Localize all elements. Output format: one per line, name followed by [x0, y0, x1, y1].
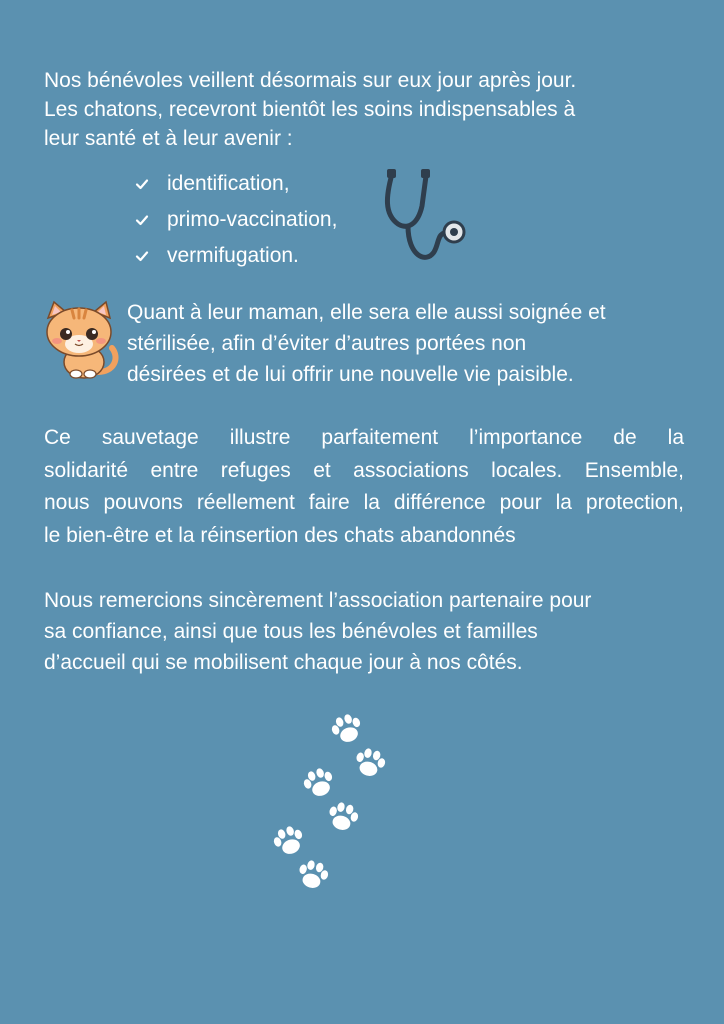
care-item-label: identification, — [167, 172, 290, 195]
maman-line: désirées et de lui offrir une nouvelle vie paisible. — [127, 363, 574, 386]
maman-line: stérilisée, afin d’éviter d’autres portées non — [127, 332, 527, 355]
care-checklist — [135, 166, 337, 274]
mother-cat-paragraph — [127, 297, 687, 390]
maman-line: Quant à leur maman, elle sera elle aussi soignée et — [127, 301, 606, 324]
sauvetage-line: Ce sauvetage illustre parfaitement l’importance de la — [44, 426, 684, 449]
kitten-icon — [40, 300, 122, 382]
care-item-label: vermifugation. — [167, 244, 299, 267]
intro-paragraph — [44, 66, 684, 153]
intro-line: Les chatons, recevront bientôt les soins indispensables à — [44, 98, 576, 121]
paw-print-icon — [271, 823, 308, 858]
sauvetage-line: le bien-être et la réinsertion des chats abandonnés — [44, 523, 516, 547]
intro-line: Nos bénévoles veillent désormais sur eux jour après jour. — [44, 69, 577, 92]
paw-print-icon — [296, 858, 331, 891]
check-icon — [135, 249, 149, 263]
check-icon — [135, 177, 149, 191]
list-item — [135, 166, 337, 202]
check-icon — [135, 213, 149, 227]
sauvetage-line: nous pouvons réellement faire la différence pour la protection, — [44, 491, 684, 514]
sauvetage-line: solidarité entre refuges et associations locales. Ensemble, — [44, 458, 684, 482]
list-item — [135, 238, 337, 274]
merci-line: d’accueil qui se mobilisent chaque jour à nos côtés. — [44, 651, 523, 674]
thanks-paragraph — [44, 585, 684, 678]
rescue-paragraph — [44, 422, 684, 552]
care-item-label: primo-vaccination, — [167, 208, 338, 231]
stethoscope-icon — [378, 166, 468, 266]
paw-prints-decoration — [265, 705, 405, 900]
list-item — [135, 202, 337, 238]
paw-print-icon — [353, 746, 388, 779]
merci-line: sa confiance, ainsi que tous les bénévoles et familles — [44, 620, 538, 643]
paw-print-icon — [326, 800, 361, 833]
intro-line: leur santé et à leur avenir : — [44, 127, 293, 150]
paw-print-icon — [301, 765, 338, 800]
merci-line: Nous remercions sincèrement l’association partenaire pour — [44, 589, 592, 612]
paw-print-icon — [329, 711, 366, 746]
